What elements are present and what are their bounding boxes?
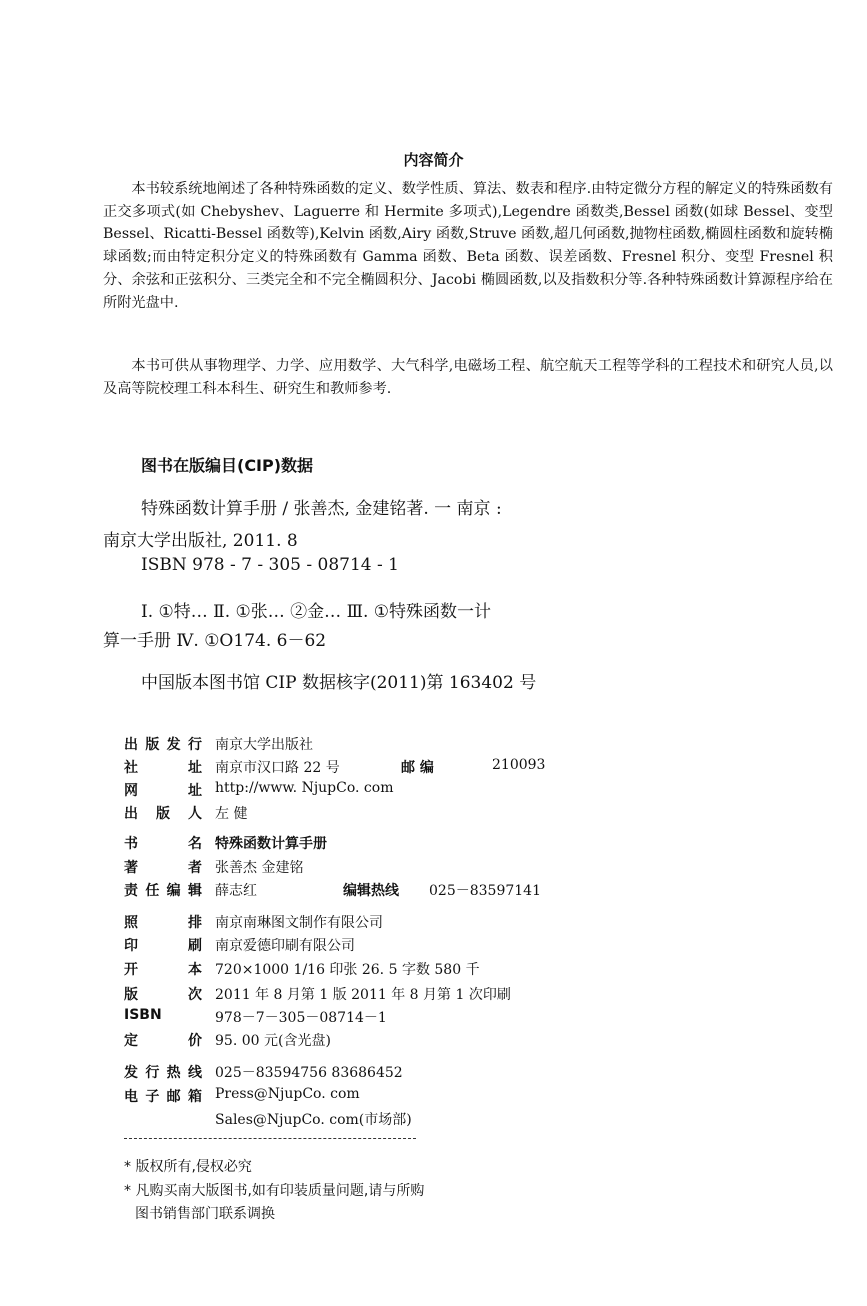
editor-value: 薛志红 <box>215 883 257 899</box>
isbn-label: ISBN <box>124 1007 162 1023</box>
publisher-value: 南京大学出版社 <box>215 737 313 753</box>
postcode-label: 邮 编 <box>401 760 434 776</box>
address-value: 南京市汉口路 22 号 <box>215 760 340 776</box>
cip-line-2: 南京大学出版社, 2011. 8 <box>103 531 298 551</box>
hotline-label: 编辑热线 <box>343 883 399 899</box>
edition-label: 版 次 <box>124 987 202 1003</box>
price-label: 定 价 <box>124 1033 202 1049</box>
postcode-value: 210093 <box>492 757 546 773</box>
book-label: 书 名 <box>124 836 202 852</box>
address-label: 社 址 <box>124 760 202 776</box>
format-label: 开 本 <box>124 962 202 978</box>
issuer-value: 左 健 <box>215 806 248 822</box>
format-value: 720×1000 1/16 印张 26. 5 字数 580 千 <box>215 962 480 978</box>
cip-line-5: 算一手册 Ⅳ. ①O174. 6－62 <box>103 631 327 651</box>
editor-label: 责 任 编 辑 <box>124 883 202 899</box>
quality-note-continued: 图书销售部门联系调换 <box>135 1206 275 1222</box>
publisher-label: 出 版 发 行 <box>124 737 202 753</box>
edition-value: 2011 年 8 月第 1 版 2011 年 8 月第 1 次印刷 <box>215 987 511 1003</box>
authors-value: 张善杰 金建铭 <box>215 860 304 876</box>
intro-title: 内容简介 <box>403 151 464 169</box>
cip-isbn-line: ISBN 978 - 7 - 305 - 08714 - 1 <box>141 555 399 575</box>
copyright-note: * 版权所有,侵权必究 <box>124 1159 252 1175</box>
book-title: 特殊函数计算手册 <box>215 836 327 852</box>
issuer-label: 出 版 人 <box>124 806 202 822</box>
print-label: 印 刷 <box>124 938 202 954</box>
quality-note: * 凡购买南大版图书,如有印装质量问题,请与所购 <box>124 1183 425 1199</box>
cip-data-number: 中国版本图书馆 CIP 数据核字(2011)第 163402 号 <box>141 673 537 693</box>
divider <box>124 1138 416 1139</box>
print-value: 南京爱德印刷有限公司 <box>215 938 355 954</box>
cip-heading: 图书在版编目(CIP)数据 <box>141 456 314 475</box>
typeset-value: 南京南琳图文制作有限公司 <box>215 915 383 931</box>
typeset-label: 照 排 <box>124 915 202 931</box>
email-label: 电 子 邮 箱 <box>124 1089 202 1105</box>
sales-value: 025－83594756 83686452 <box>215 1065 403 1081</box>
website-label: 网 址 <box>124 783 202 799</box>
email-value-1: Press@NjupCo. com <box>215 1086 360 1102</box>
intro-paragraph-1: 本书较系统地阐述了各种特殊函数的定义、数学性质、算法、数表和程序.由特定微分方程的解定义的特殊函数有正交多项式(如 Chebyshev、Laguerre 和 Hermite 多项式),Legendre 函数类,Bessel 函数(如球 Bessel、变型 Bessel、Ricatti-Bessel 函数等),Kelvin 函数,Airy 函数,Struve 函数,超几何函数,抛物柱函数,椭圆柱函数和旋转椭球函数;而由特定积分定义的特殊函数有 Gamma 函数、Beta 函数、误差函数、Fresnel 积分、变型 Fresnel 积分、余弦和正弦积分、三类完全和不完全椭圆积分、Jacobi 椭圆函数,以及指数积分等.各种特殊函数计算源程序给在所附光盘中. <box>103 181 833 311</box>
sales-label: 发 行 热 线 <box>124 1065 202 1081</box>
website-value: http://www. NjupCo. com <box>215 780 394 796</box>
isbn-value: 978－7－305－08714－1 <box>215 1010 387 1026</box>
cip-line-4: Ⅰ. ①特… Ⅱ. ①张… ②金… Ⅲ. ①特殊函数一计 <box>141 602 492 622</box>
cip-line-1: 特殊函数计算手册 / 张善杰, 金建铭著. 一 南京 : <box>141 499 502 519</box>
intro-paragraph-2: 本书可供从事物理学、力学、应用数学、大气科学,电磁场工程、航空航天工程等学科的工程技术和研究人员,以及高等院校理工科本科生、研究生和教师参考. <box>103 358 833 397</box>
email-value-2: Sales@NjupCo. com(市场部) <box>215 1112 412 1128</box>
price-value: 95. 00 元(含光盘) <box>215 1033 331 1049</box>
hotline-value: 025－83597141 <box>429 883 541 899</box>
authors-label: 著 者 <box>124 860 202 876</box>
